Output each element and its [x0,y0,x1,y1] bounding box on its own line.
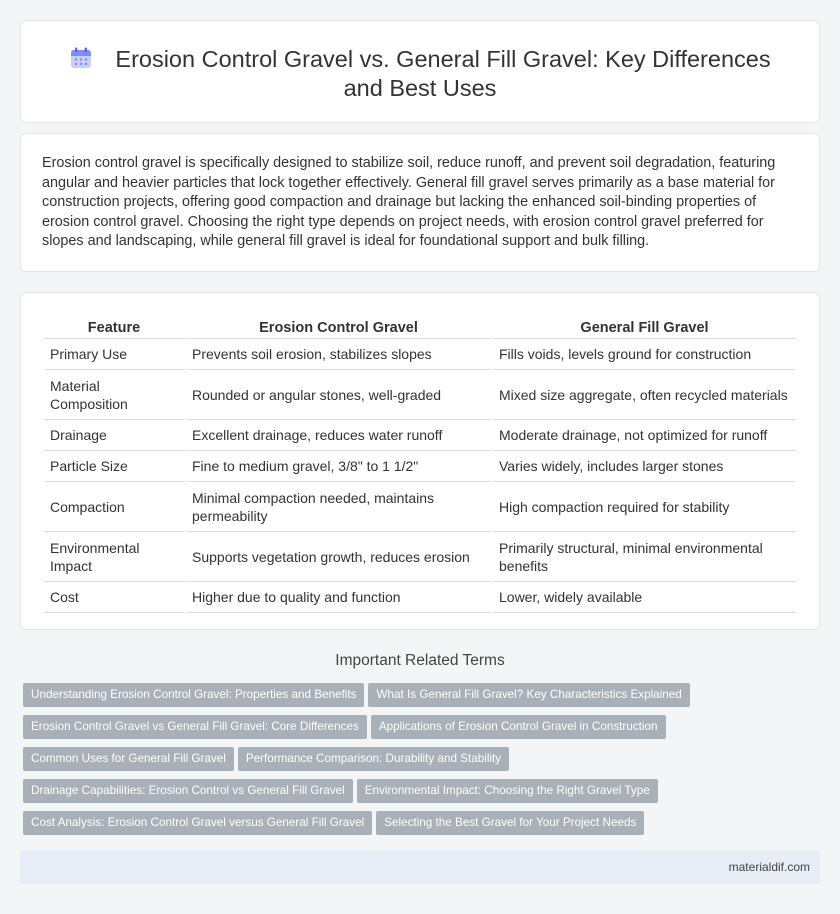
table-cell-feature: Particle Size [44,451,184,482]
table-cell-erosion: Supports vegetation growth, reduces erosion [186,532,491,582]
table-header-general-fill: General Fill Gravel [493,317,796,339]
table-cell-fill: Moderate drainage, not optimized for runoff [493,420,796,451]
table-row [44,451,796,482]
related-term-tag[interactable]: Selecting the Best Gravel for Your Project Needs [376,811,644,835]
page-title: Erosion Control Gravel vs. General Fill Gravel: Key Differences and Best Uses [115,46,771,101]
table-row [44,420,796,451]
table-cell-feature: Compaction [44,482,184,532]
table-row [44,482,796,532]
related-term-tag[interactable]: Cost Analysis: Erosion Control Gravel versus General Fill Gravel [23,811,372,835]
table-cell-feature: Drainage [44,420,184,451]
table-header-feature: Feature [44,317,184,339]
header-card [20,20,820,123]
footer [20,850,820,884]
related-terms-heading: Important Related Terms [335,652,505,669]
table-cell-fill: High compaction required for stability [493,482,796,532]
table-cell-erosion: Minimal compaction needed, maintains permeability [186,482,491,532]
table-cell-erosion: Prevents soil erosion, stabilizes slopes [186,339,491,370]
table-cell-fill: Primarily structural, minimal environmental benefits [493,532,796,582]
table-row [44,532,796,582]
table-header-erosion-control: Erosion Control Gravel [186,317,491,339]
table-cell-feature: Material Composition [44,370,184,420]
related-term-tag[interactable]: Performance Comparison: Durability and Stability [238,747,509,771]
footer-site-link[interactable]: materialdif.com [728,860,810,874]
table-cell-feature: Environmental Impact [44,532,184,582]
related-term-tag[interactable]: Common Uses for General Fill Gravel [23,747,234,771]
table-cell-erosion: Higher due to quality and function [186,582,491,613]
intro-card [20,133,820,272]
table-cell-fill: Fills voids, levels ground for construction [493,339,796,370]
intro-paragraph: Erosion control gravel is specifically designed to stabilize soil, reduce runoff, and prevent soil degradation, featuring angular and heavier particles that lock together effectively. General fill gravel serves primarily as a base material for construction projects, offering good compaction and drainage but lacking the enhanced soil-binding properties of erosion control gravel. Choosing the right type depends on project needs, with erosion control gravel preferred for slopes and landscaping, while general fill gravel is ideal for foundational support and bulk filling. [42,155,776,250]
related-term-tag[interactable]: Environmental Impact: Choosing the Right Gravel Type [357,779,658,803]
table-cell-feature: Cost [44,582,184,613]
table-cell-feature: Primary Use [44,339,184,370]
table-cell-fill: Lower, widely available [493,582,796,613]
table-cell-erosion: Fine to medium gravel, 3/8" to 1 1/2" [186,451,491,482]
table-cell-erosion: Excellent drainage, reduces water runoff [186,420,491,451]
table-header-row [44,317,796,339]
table-row [44,582,796,613]
comparison-table [42,317,798,613]
comparison-table-card [20,292,820,630]
table-row [44,339,796,370]
table-row [44,370,796,420]
table-cell-erosion: Rounded or angular stones, well-graded [186,370,491,420]
calendar-icon [69,46,93,70]
table-cell-fill: Mixed size aggregate, often recycled materials [493,370,796,420]
related-term-tag[interactable]: Drainage Capabilities: Erosion Control vs General Fill Gravel [23,779,353,803]
table-cell-fill: Varies widely, includes larger stones [493,451,796,482]
related-term-tag[interactable]: Understanding Erosion Control Gravel: Properties and Benefits [23,683,364,707]
page-title-wrap [51,45,789,103]
related-terms-list [23,683,823,843]
related-term-tag[interactable]: Applications of Erosion Control Gravel in Construction [371,715,666,739]
related-term-tag[interactable]: What Is General Fill Gravel? Key Characteristics Explained [368,683,689,707]
related-term-tag[interactable]: Erosion Control Gravel vs General Fill Gravel: Core Differences [23,715,367,739]
